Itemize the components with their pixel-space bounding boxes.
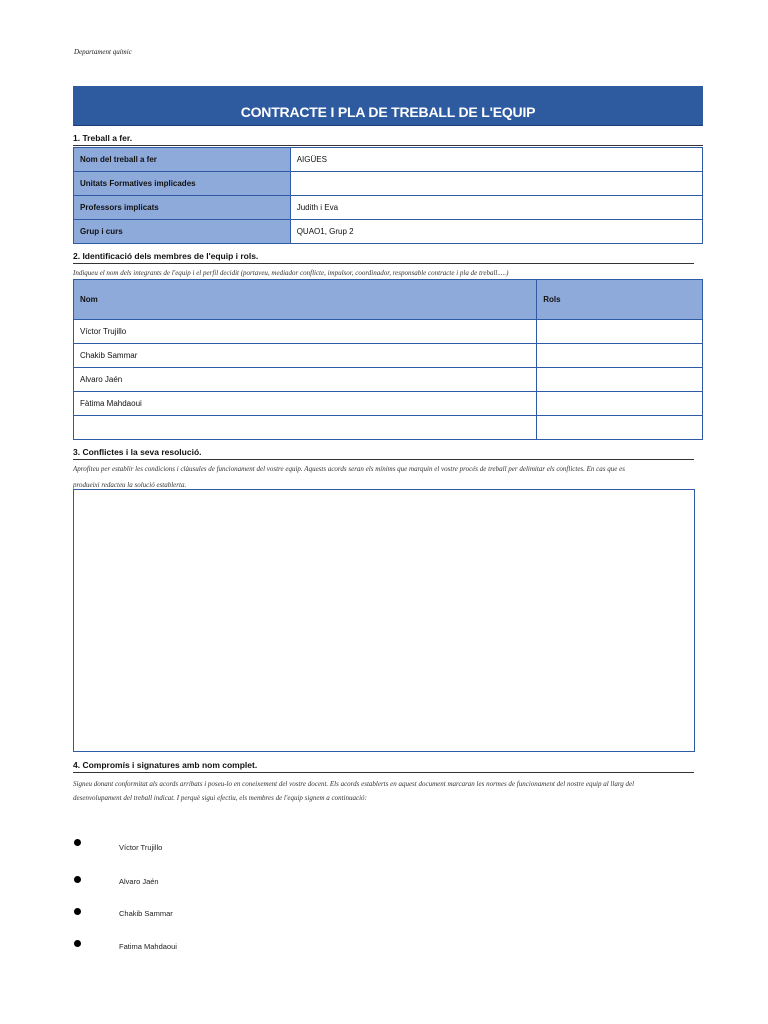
member-name-cell[interactable]: Fàtima Mahdaoui <box>74 392 537 416</box>
work-info-table <box>73 147 703 244</box>
bullet-icon <box>74 839 81 846</box>
section4-instructions-line2: desenvolupament del treball indicat. I perquè sigui efectiu, els membres de l'equip signem a continuació: <box>73 794 367 802</box>
section1-title: 1. Treball a fer. <box>73 133 133 143</box>
department-label: Departament químic <box>74 48 132 56</box>
table-row <box>74 220 703 244</box>
member-role-cell[interactable] <box>537 368 703 392</box>
training-units-label: Unitats Formatives implicades <box>74 172 291 196</box>
group-course-label: Grup i curs <box>74 220 291 244</box>
table-row <box>74 344 703 368</box>
team-members-table <box>73 279 703 440</box>
bullet-icon <box>74 876 81 883</box>
signature-name: Víctor Trujillo <box>119 843 163 852</box>
teachers-field[interactable]: Judith i Eva <box>290 196 702 220</box>
section1-rule <box>73 145 703 146</box>
section4-rule <box>73 772 694 773</box>
work-name-field[interactable]: AIGÜES <box>290 148 702 172</box>
member-role-cell[interactable] <box>537 344 703 368</box>
signature-name: Chakib Sammar <box>119 909 173 918</box>
table-row <box>74 196 703 220</box>
bullet-icon <box>74 908 81 915</box>
roles-column-header: Rols <box>537 280 703 320</box>
document-title: CONTRACTE I PLA DE TREBALL DE L'EQUIP <box>240 104 536 120</box>
signature-name: Fatima Mahdaoui <box>119 942 177 951</box>
section3-title: 3. Conflictes i la seva resolució. <box>73 447 202 457</box>
table-row <box>74 368 703 392</box>
conflict-resolution-textbox[interactable] <box>73 489 695 752</box>
member-role-cell[interactable] <box>537 392 703 416</box>
member-role-cell[interactable] <box>537 320 703 344</box>
table-row <box>74 416 703 440</box>
table-row <box>74 172 703 196</box>
document-title-banner <box>73 86 703 126</box>
table-row <box>74 148 703 172</box>
table-row <box>74 320 703 344</box>
section3-instructions-line1: Aprofiteu per establir les condicions i clàusules de funcionament del vostre equip. Aquests acords seran els mínims que marquin el vostre procés de treball per delimitar els conflictes. En cas que es <box>73 465 625 473</box>
table-header-row <box>74 280 703 320</box>
member-role-cell[interactable] <box>537 416 703 440</box>
work-name-label: Nom del treball a fer <box>74 148 291 172</box>
section2-instructions: Indiqueu el nom dels integrants de l'equip i el perfil decidit (portaveu, mediador conflicte, impulsor, coordinador, responsable contracte i pla de treball.....) <box>73 269 509 277</box>
member-name-cell[interactable] <box>74 416 537 440</box>
section4-title: 4. Compromís i signatures amb nom complet. <box>73 760 258 770</box>
section2-title: 2. Identificació dels membres de l'equip i rols. <box>73 251 259 261</box>
bullet-icon <box>74 940 81 947</box>
name-column-header: Nom <box>74 280 537 320</box>
section2-rule <box>73 263 694 264</box>
member-name-cell[interactable]: Víctor Trujillo <box>74 320 537 344</box>
training-units-field[interactable] <box>290 172 702 196</box>
table-row <box>74 392 703 416</box>
group-course-field[interactable]: QUAO1, Grup 2 <box>290 220 702 244</box>
member-name-cell[interactable]: Alvaro Jaén <box>74 368 537 392</box>
section4-instructions-line1: Signeu donant conformitat als acords arribats i poseu-lo en coneixement del vostre docent. Els acords establerts en aquest document marcaran les normes de funcionament del nostre equip al llarg del <box>73 780 635 788</box>
signature-name: Alvaro Jaén <box>119 877 159 886</box>
section3-rule <box>73 459 694 460</box>
teachers-label: Professors implicats <box>74 196 291 220</box>
member-name-cell[interactable]: Chakib Sammar <box>74 344 537 368</box>
section3-instructions-line2: produeixi redacteu la solució establerta. <box>73 481 187 489</box>
